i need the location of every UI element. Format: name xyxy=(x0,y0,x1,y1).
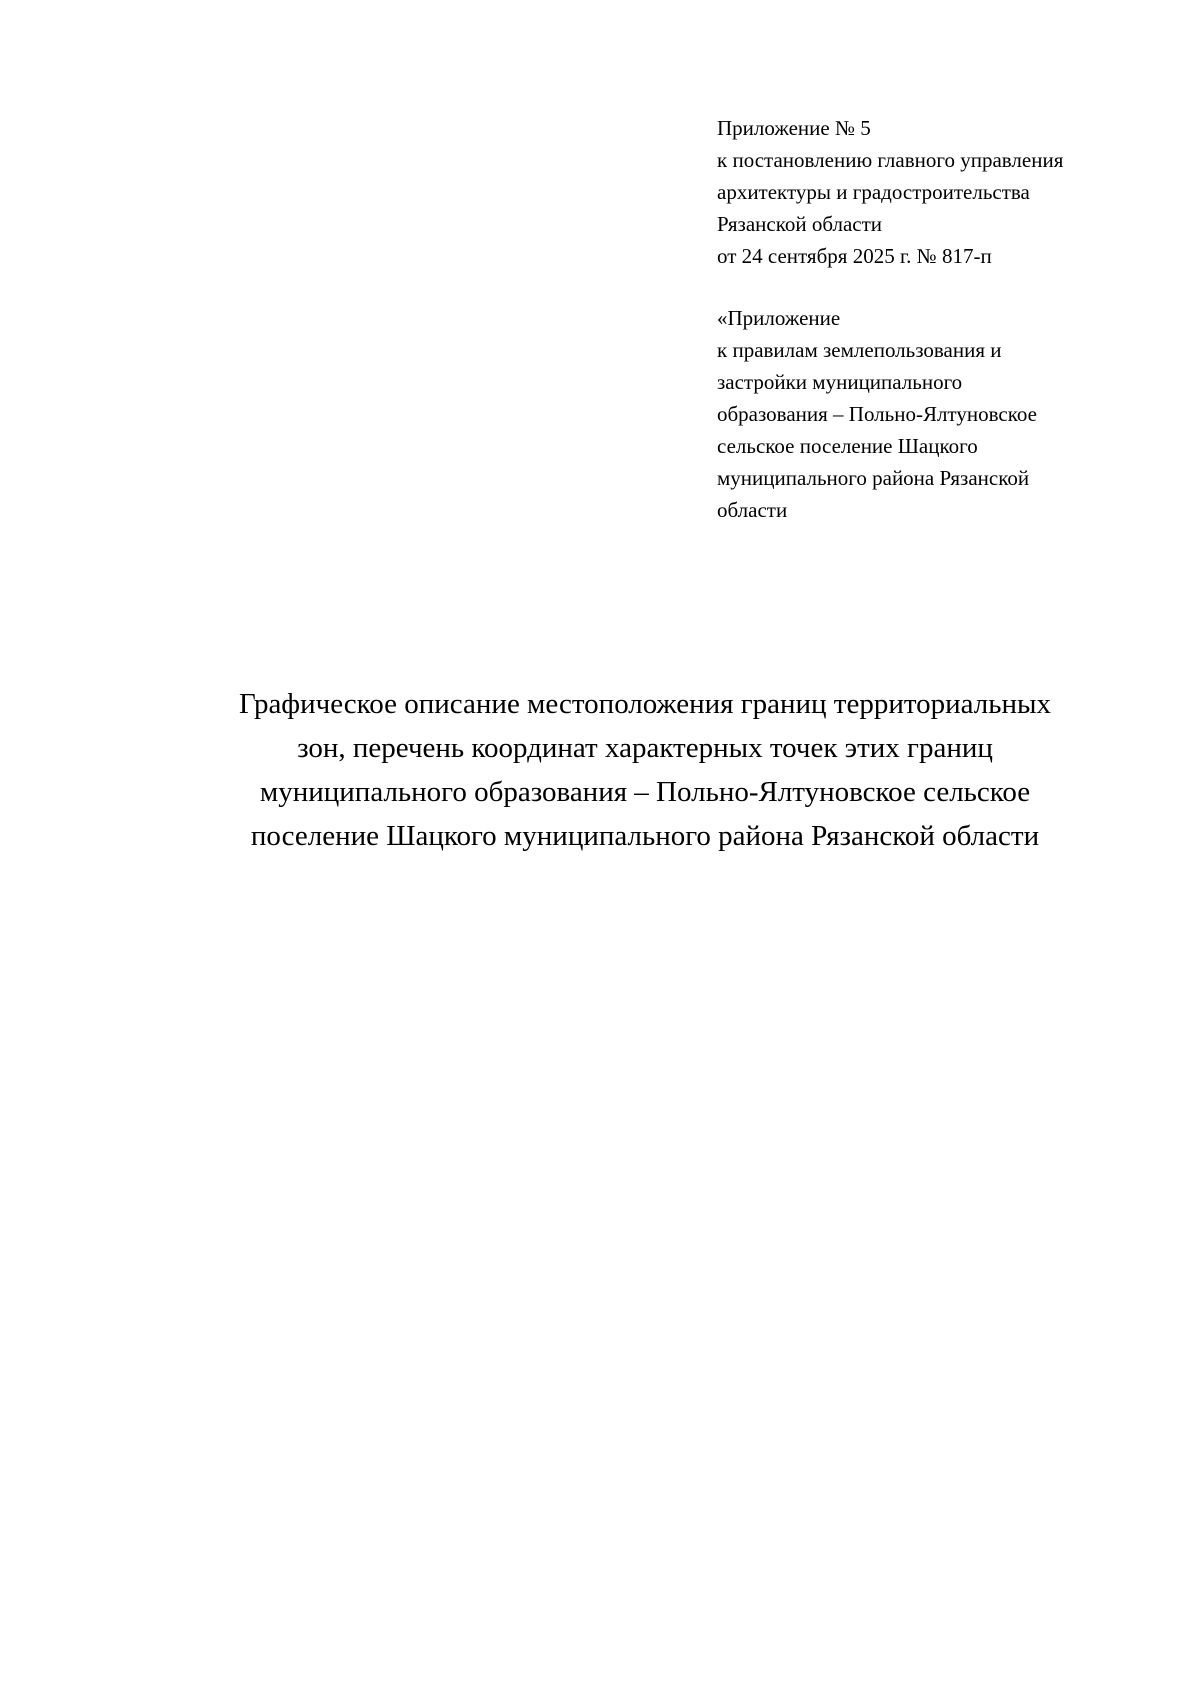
rules-appendix-line: сельское поселение Шацкого xyxy=(717,434,978,458)
document-title-line: Графическое описание местоположения границ территориальных xyxy=(239,688,1051,720)
document-title-line: муниципального образования – Польно-Ялтуновское сельское xyxy=(259,776,1031,808)
appendix-header xyxy=(717,112,1157,272)
rules-appendix-line: муниципального района Рязанской xyxy=(717,466,1030,490)
rules-appendix-line: «Приложение xyxy=(717,306,841,330)
appendix-region-line: Рязанской области xyxy=(717,212,883,236)
appendix-number: Приложение № 5 xyxy=(717,116,871,140)
rules-appendix-line: к правилам землепользования и xyxy=(717,338,1002,362)
rules-appendix-line: застройки муниципального xyxy=(717,370,963,394)
document-title-line: зон, перечень координат характерных точек этих границ xyxy=(297,732,993,764)
rules-appendix-line: области xyxy=(717,498,788,522)
appendix-resolution-line: к постановлению главного управления xyxy=(717,148,1064,172)
appendix-date-line: от 24 сентября 2025 г. № 817-п xyxy=(717,244,992,268)
document-title-line: поселение Шацкого муниципального района Рязанской области xyxy=(250,820,1040,852)
appendix-authority-line: архитектуры и градостроительства xyxy=(717,180,1030,204)
rules-appendix-line: образования – Польно-Ялтуновское xyxy=(717,402,1037,426)
rules-appendix-header xyxy=(717,302,1157,526)
document-title xyxy=(120,682,1170,858)
